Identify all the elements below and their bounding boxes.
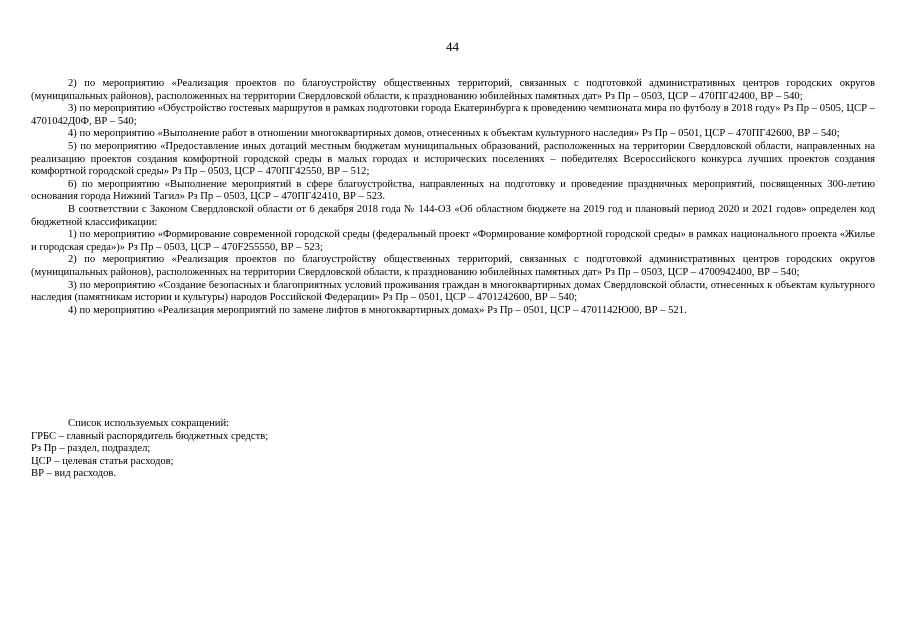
paragraph: 6) по мероприятию «Выполнение мероприятий в сфере благоустройства, направленных на подготовку и проведение праздничных мероприятий, посвященных 300-летию основания города Нижний Тагил» Рз Пр – 0503, ЦСР – 470ПГ42410, ВР – 523. bbox=[31, 178, 875, 203]
paragraph: 2) по мероприятию «Реализация проектов по благоустройству общественных территорий, связанных с подготовкой административных центров городских округов (муниципальных районов), расположенных на территории Свердловской области, к празднованию юбилейных памятных дат» Рз Пр – 0503, ЦСР – 4700942400, ВР – 540; bbox=[31, 254, 875, 278]
paragraph: 4) по мероприятию «Реализация мероприятий по замене лифтов в многоквартирных домах» Рз Пр – 0501, ЦСР – 4701142Ю00, ВР – 521. bbox=[68, 304, 687, 316]
abbreviation-item: ВР – вид расходов. bbox=[31, 468, 117, 480]
abbreviation-item: Рз Пр – раздел, подраздел; bbox=[31, 443, 151, 455]
abbreviations-list bbox=[31, 418, 875, 481]
paragraph: 4) по мероприятию «Выполнение работ в отношении многоквартирных домов, отнесенных к объектам культурного наследия» Рз Пр – 0501, ЦСР – 470ПГ42600, ВР – 540; bbox=[68, 128, 840, 140]
page-number: 44 bbox=[446, 39, 459, 54]
paragraph: 3) по мероприятию «Создание безопасных и благоприятных условий проживания граждан в многоквартирных домах Свердловской области, отнесенных к объектам культурного наследия (памятникам истории и культуры) народов Российской Федерации» Рз Пр – 0501, ЦСР – 4701242600, ВР – 540; bbox=[31, 279, 875, 304]
abbreviation-item: ГРБС – главный распорядитель бюджетных средств; bbox=[31, 430, 269, 442]
paragraph: 5) по мероприятию «Предоставление иных дотаций местным бюджетам муниципальных образований, расположенных на территории Свердловской области, направленных на реализацию проектов создания комфортной городской среды в малых городах и исторических поселениях – победителях Всероссийского конкурса лучших проектов создания комфортной городской среды» Рз Пр – 0503, ЦСР – 470ПГ42550, ВР – 512; bbox=[31, 140, 875, 178]
paragraph: В соответствии с Законом Свердловской области от 6 декабря 2018 года № 144-ОЗ «Об областном бюджете на 2019 год и плановый период 2020 и 2021 годов» определен код бюджетной классификации: bbox=[31, 203, 875, 228]
paragraph: 2) по мероприятию «Реализация проектов по благоустройству общественных территорий, связанных с подготовкой административных центров городских округов (муниципальных районов), расположенных на территории Свердловской области, к празднованию юбилейных памятных дат» Рз Пр – 0503, ЦСР – 470ПГ42400, ВР – 540; bbox=[31, 78, 875, 102]
abbreviations-title: Список используемых сокращений: bbox=[68, 418, 230, 429]
abbreviation-item: ЦСР – целевая статья расходов; bbox=[31, 455, 174, 467]
paragraph: 1) по мероприятию «Формирование современной городской среды (федеральный проект «Формирование комфортной городской среды» в рамках национального проекта «Жилье и городская среда»)» Рз Пр – 0503, ЦСР – 470F255550, ВР – 523; bbox=[31, 229, 875, 253]
document-body bbox=[31, 78, 875, 317]
paragraph: 3) по мероприятию «Обустройство гостевых маршрутов в рамках подготовки города Екатеринбурга к проведению чемпионата мира по футболу в 2018 году» Рз Пр – 0505, ЦСР – 4701042Д0Ф, ВР – 540; bbox=[31, 103, 875, 127]
